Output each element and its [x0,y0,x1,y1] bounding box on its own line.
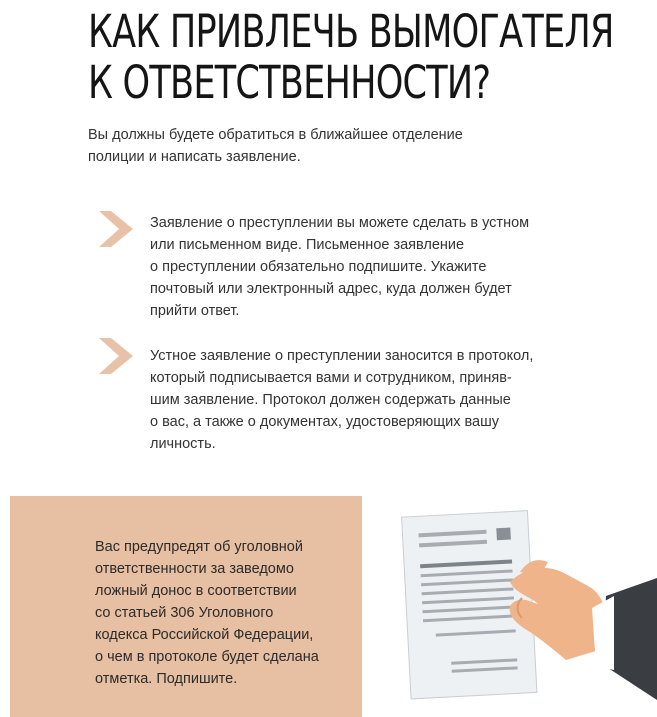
note-line: ответственности за заведомо [95,561,294,577]
note-line: о чем в протоколе будет сделана [95,649,319,665]
intro-text [88,124,508,168]
bullet-written-statement [150,212,570,322]
intro-line: полиции и написать заявление. [88,149,301,165]
note-line: Вас предупредят об уголовной [95,539,303,555]
chevron-right-icon [97,209,135,249]
bullet-line: Устное заявление о преступлении заносится в протокол, [150,348,534,364]
bullet-line: прийти ответ. [150,303,240,319]
note-line: со статьей 306 Уголовного [95,605,274,621]
bullet-line: или письменном виде. Письменное заявление [150,237,465,253]
bullet-line: о преступлении обязательно подпишите. Укажите [150,259,487,275]
bullet-line: Заявление о преступлении вы можете сделать в устном [150,215,530,231]
bullet-line: который подписывается вами и сотрудником, приняв- [150,370,512,386]
bullet-line: личность. [150,436,216,452]
bullet-line: о вас, а также о документах, удостоверяющих вашу [150,414,499,430]
hand-holding-document-icon [370,500,657,717]
bullet-line: шим заявление. Протокол должен содержать данные [150,392,511,408]
chevron-right-icon [97,336,135,376]
warning-note-text [95,536,355,690]
note-line: кодекса Российской Федерации, [95,627,314,643]
bullet-oral-statement [150,345,570,455]
warning-note-box [10,496,362,717]
page-title-line: К ОТВЕТСТВЕННОСТИ? [88,56,491,109]
page-title-line: КАК ПРИВЛЕЧЬ ВЫМОГАТЕЛЯ [88,5,614,58]
note-line: ложный донос в соответствии [95,583,297,599]
note-line: отметка. Подпишите. [95,671,238,687]
intro-line: Вы должны будете обратиться в ближайшее отделение [88,127,463,143]
bullet-line: почтовый или электронный адрес, куда должен будет [150,281,512,297]
page-title [88,6,614,108]
